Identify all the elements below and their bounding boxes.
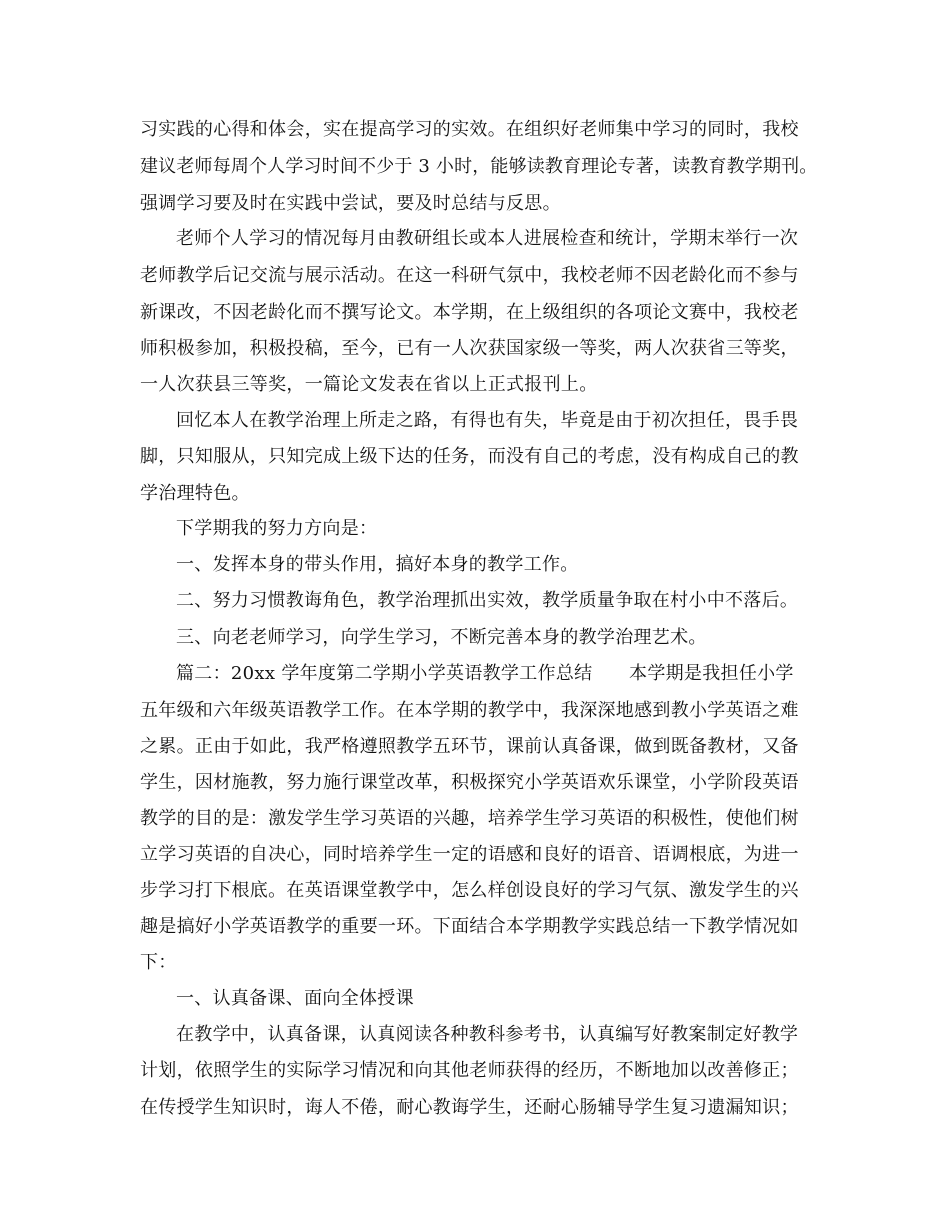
text-line: 建议老师每周个人学习时间不少于 3 小时，能够读教育理论专著，读教育教学期刊。 <box>140 156 818 177</box>
text-line: 一、发挥本身的带头作用，搞好本身的教学工作。 <box>176 554 579 575</box>
text-line: 三、向老老师学习，向学生学习，不断完善本身的教学治理艺术。 <box>176 627 707 648</box>
text-line: 计划，依照学生的实际学习情况和向其他老师获得的经历，不断地加以改善修正； <box>140 1060 799 1081</box>
text-line: 二、努力习惯教诲角色，教学治理抓出实效，教学质量争取在村小中不落后。 <box>176 590 799 611</box>
text-line: 学生，因材施教，努力施行课堂改革，积极探究小学英语欢乐课堂，小学阶段英语 <box>140 772 799 793</box>
text-line: 回忆本人在教学治理上所走之路，有得也有失，毕竟是由于初次担任，畏手畏 <box>176 410 799 431</box>
text-line: 篇二：20xx 学年度第二学期小学英语教学工作总结 本学期是我担任小学 <box>176 663 794 684</box>
text-line: 步学习打下根底。在英语课堂教学中，怎么样创设良好的学习气氛、激发学生的兴 <box>140 880 799 901</box>
text-line: 新课改，不因老龄化而不撰写论文。本学期，在上级组织的各项论文赛中，我校老 <box>140 302 799 323</box>
text-line: 强调学习要及时在实践中尝试，要及时总结与反思。 <box>140 193 561 214</box>
text-line: 在教学中，认真备课，认真阅读各种教科参考书，认真编写好教案制定好教学 <box>176 1024 799 1045</box>
text-line: 学治理特色。 <box>140 483 250 504</box>
text-line: 趣是搞好小学英语教学的重要一环。下面结合本学期教学实践总结一下教学情况如 <box>140 916 799 937</box>
text-line: 一、认真备课、面向全体授课 <box>176 988 414 1009</box>
text-line: 习实践的心得和体会，实在提高学习的实效。在组织好老师集中学习的同时，我校 <box>140 119 799 140</box>
text-line: 下： <box>140 952 177 973</box>
text-line: 五年级和六年级英语教学工作。在本学期的教学中，我深深地感到教小学英语之难 <box>140 700 799 721</box>
text-line: 老师个人学习的情况每月由教研组长或本人进展检查和统计，学期末举行一次 <box>176 228 799 249</box>
text-line: 立学习英语的自决心，同时培养学生一定的语感和良好的语音、语调根底，为进一 <box>140 844 799 865</box>
text-line: 一人次获县三等奖，一篇论文发表在省以上正式报刊上。 <box>140 374 598 395</box>
text-line: 师积极参加，积极投稿，至今，已有一人次获国家级一等奖，两人次获省三等奖， <box>140 338 799 359</box>
text-line: 教学的目的是：激发学生学习英语的兴趣，培养学生学习英语的积极性，使他们树 <box>140 808 799 829</box>
text-line: 老师教学后记交流与展示活动。在这一科研气氛中，我校老师不因老龄化而不参与 <box>140 265 799 286</box>
text-line: 脚，只知服从，只知完成上级下达的任务，而没有自己的考虑，没有构成自己的教 <box>140 446 799 467</box>
text-line: 之累。正由于如此，我严格遵照教学五环节，课前认真备课，做到既备教材，又备 <box>140 736 799 757</box>
text-line: 在传授学生知识时，诲人不倦，耐心教诲学生，还耐心肠辅导学生复习遗漏知识； <box>140 1097 799 1118</box>
text-line: 下学期我的努力方向是： <box>176 518 378 539</box>
